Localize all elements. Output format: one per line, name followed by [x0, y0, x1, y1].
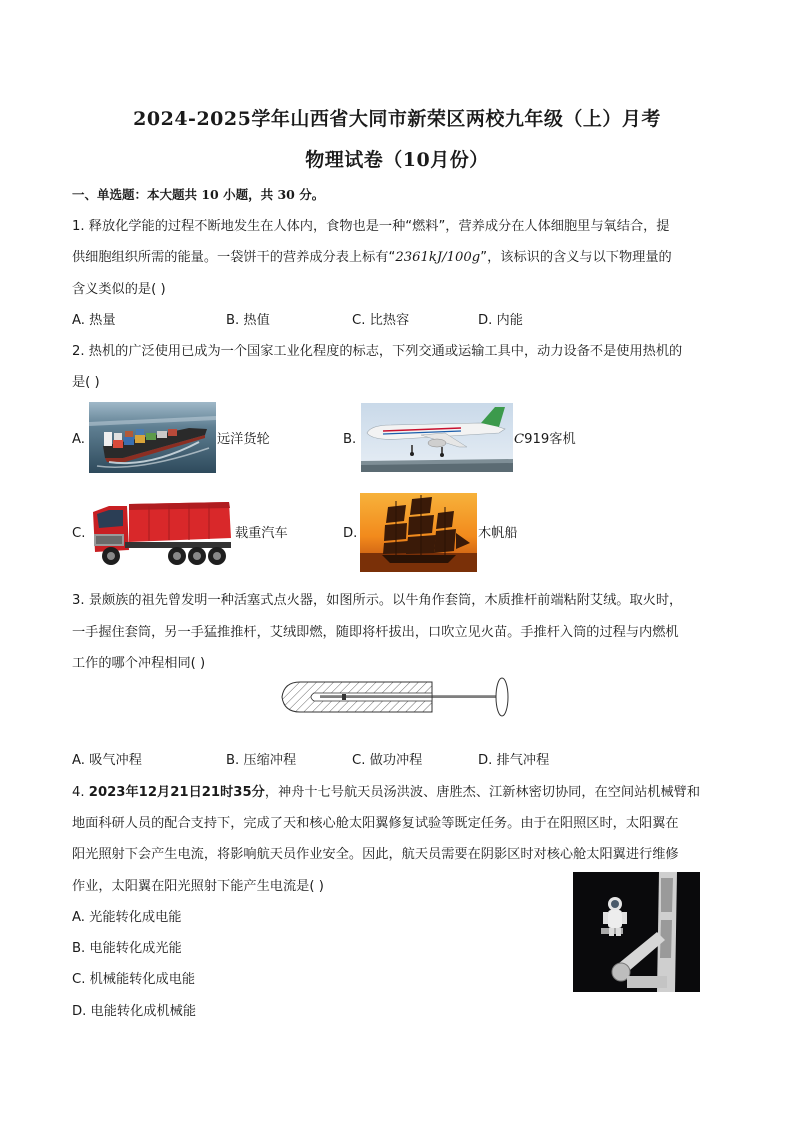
q2-line1: 2. 热机的广泛使用已成为一个国家工业化程度的标志，下列交通或运输工具中，动力设备不是使用热机的 [72, 344, 683, 359]
q2-option-c-letter[interactable]: C. [72, 526, 86, 541]
q4-datetime: 2023年12月21日21时35分 [88, 785, 265, 800]
q1-formula: 2361kJ/100g [395, 250, 481, 265]
piston-igniter-diagram [280, 676, 515, 720]
q3-option-d[interactable]: D. 排气冲程 [478, 753, 550, 768]
q2-option-d-text: 木帆船 [478, 526, 518, 541]
q1-option-d[interactable]: D. 内能 [478, 313, 523, 328]
q3-line3: 工作的哪个冲程相同( ) [72, 656, 206, 671]
cargo-ship-image[interactable] [89, 402, 216, 473]
wooden-sailboat-image[interactable] [360, 493, 477, 572]
q4-line4: 作业，太阳翼在阳光照射下能产生电流是( ) [72, 879, 324, 894]
c919-airliner-image[interactable] [361, 403, 513, 472]
q4-option-d[interactable]: D. 电能转化成机械能 [72, 1004, 197, 1019]
q2-option-b-italic: C [514, 432, 525, 447]
q2-line2: 是( ) [72, 375, 100, 390]
q2-option-b-letter[interactable]: B. [343, 432, 357, 447]
q2-option-b-rest: 919客机 [524, 432, 576, 447]
q1-line3: 含义类似的是( ) [72, 282, 166, 297]
q1-option-a[interactable]: A. 热量 [72, 313, 116, 328]
q4-line3: 阳光照射下会产生电流，将影响航天员作业安全。因此，航天员需要在阴影区时对核心舱太阳翼进行维修 [72, 847, 679, 862]
q4-option-b[interactable]: B. 电能转化成光能 [72, 941, 182, 956]
q3-line2: 一手握住套筒，另一手猛推推杆，艾绒即燃，随即将杆拔出，口吹立见火苗。手推杆入筒的过程与内燃机 [72, 625, 679, 640]
exam-title-line2: 物理试卷（10月份） [305, 149, 489, 171]
q1-option-b[interactable]: B. 热值 [226, 313, 270, 328]
q2-option-a-text: 远洋货轮 [217, 432, 270, 447]
q1-option-c[interactable]: C. 比热容 [352, 313, 410, 328]
q2-option-a-letter[interactable]: A. [72, 432, 85, 447]
exam-title-line1: 2024-2025学年山西省大同市新荣区两校九年级（上）月考 [133, 108, 661, 130]
q1-line2-a: 供细胞组织所需的能量。一袋饼干的营养成分表上标有“ [72, 250, 396, 265]
section-heading: 一、单选题：本大题共 10 小题，共 30 分。 [72, 187, 325, 202]
q4-option-c[interactable]: C. 机械能转化成电能 [72, 972, 196, 987]
q2-option-b-text [514, 432, 576, 448]
q4-prefix: 4. [72, 785, 89, 800]
q3-line1: 3. 景颇族的祖先曾发明一种活塞式点火器，如图所示。以牛角作套筒，木质推杆前端粘附艾绒。取火时， [72, 593, 683, 608]
q4-line1-rest: ，神舟十七号航天员汤洪波、唐胜杰、江新林密切协同，在空间站机械臂和 [264, 785, 701, 800]
q1-line1: 1. 释放化学能的过程不断地发生在人体内，食物也是一种“燃料”，营养成分在人体细胞里与氧结合，提 [72, 219, 670, 234]
q1-line2 [72, 250, 672, 266]
q4-line2: 地面科研人员的配合支持下，完成了天和核心舱太阳翼修复试验等既定任务。由于在阳照区时，太阳翼在 [72, 816, 679, 831]
q3-option-a[interactable]: A. 吸气冲程 [72, 753, 142, 768]
q3-option-c[interactable]: C. 做功冲程 [352, 753, 423, 768]
q2-option-c-text: 载重汽车 [235, 526, 288, 541]
dump-truck-image[interactable] [89, 494, 234, 572]
q4-option-a[interactable]: A. 光能转化成电能 [72, 910, 182, 925]
q2-option-d-letter[interactable]: D. [343, 526, 358, 541]
space-station-arm-image[interactable] [573, 872, 700, 992]
q4-line1 [72, 785, 700, 801]
q1-line2-b: ”，该标识的含义与以下物理量的 [480, 250, 672, 265]
q3-option-b[interactable]: B. 压缩冲程 [226, 753, 297, 768]
